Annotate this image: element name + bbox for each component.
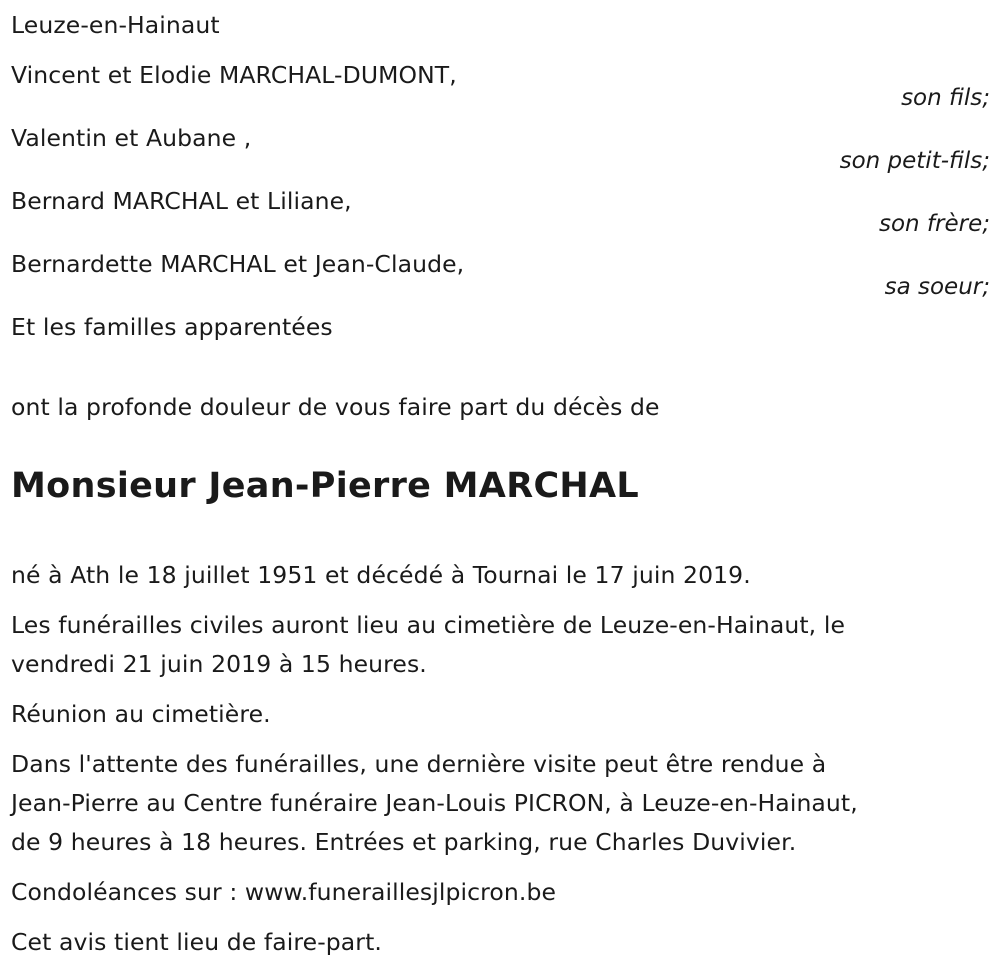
family-member-relation: son fils; bbox=[901, 85, 990, 111]
visit-line-3: de 9 heures à 18 heures. Entrées et parking, rue Charles Duvivier. bbox=[11, 828, 797, 856]
family-member-relation: son petit-fils; bbox=[839, 148, 990, 174]
families-line: Et les familles apparentées bbox=[11, 313, 333, 341]
funeral-line-2: vendredi 21 juin 2019 à 15 heures. bbox=[11, 650, 427, 678]
family-member-names: Bernard MARCHAL et Liliane, bbox=[11, 187, 352, 215]
funeral-line-1: Les funérailles civiles auront lieu au cimetière de Leuze-en-Hainaut, le bbox=[11, 611, 846, 639]
family-member-names: Bernardette MARCHAL et Jean-Claude, bbox=[11, 250, 465, 278]
condolences-line bbox=[11, 877, 556, 907]
announcement-line: ont la profonde douleur de vous faire part du décès de bbox=[11, 393, 660, 421]
family-member-names: Vincent et Elodie MARCHAL-DUMONT, bbox=[11, 61, 457, 89]
family-member-names: Valentin et Aubane , bbox=[11, 124, 252, 152]
obituary-notice bbox=[11, 0, 990, 978]
family-member-relation: sa soeur; bbox=[884, 274, 990, 300]
notice-line: Cet avis tient lieu de faire-part. bbox=[11, 928, 382, 956]
visit-line-1: Dans l'attente des funérailles, une dernière visite peut être rendue à bbox=[11, 750, 827, 778]
condolences-label: Condoléances sur : bbox=[11, 878, 245, 906]
family-member-relation: son frère; bbox=[878, 211, 990, 237]
birth-death-line: né à Ath le 18 juillet 1951 et décédé à Tournai le 17 juin 2019. bbox=[11, 561, 751, 589]
city-line: Leuze-en-Hainaut bbox=[11, 11, 220, 39]
visit-line-2: Jean-Pierre au Centre funéraire Jean-Louis PICRON, à Leuze-en-Hainaut, bbox=[11, 789, 858, 817]
condolences-link[interactable]: www.funeraillesjlpicron.be bbox=[244, 878, 557, 906]
meeting-line: Réunion au cimetière. bbox=[11, 700, 271, 728]
deceased-name: Monsieur Jean-Pierre MARCHAL bbox=[11, 466, 640, 506]
